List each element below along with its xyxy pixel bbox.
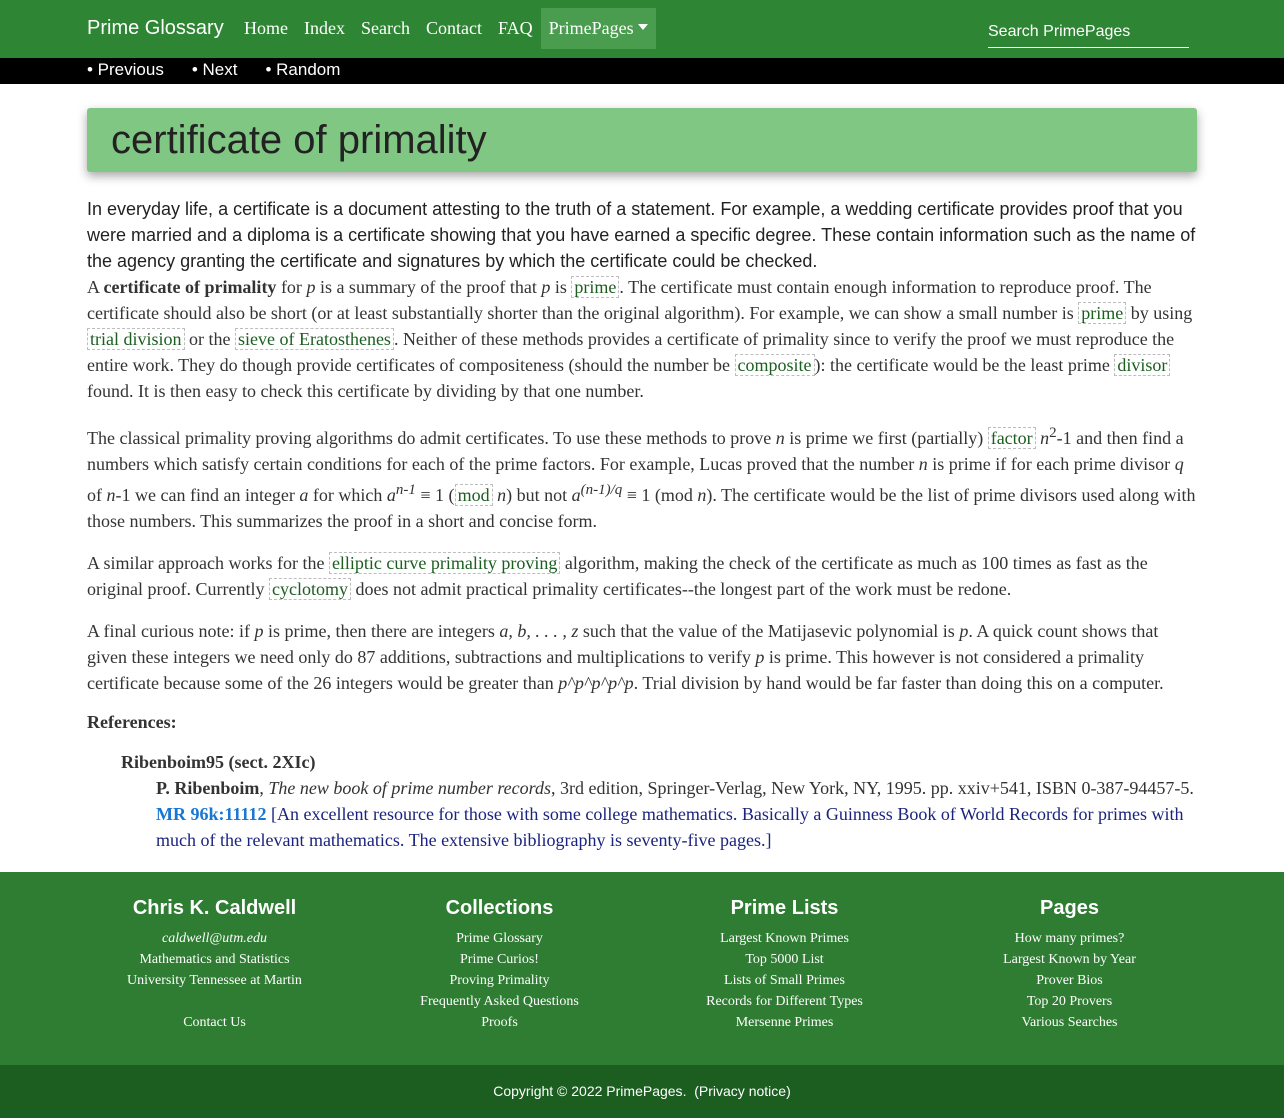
caret-down-icon xyxy=(638,24,648,30)
footer-col-title: Chris K. Caldwell xyxy=(132,897,297,919)
page-title: certificate of primality xyxy=(111,118,487,162)
paragraph-definition: A certificate of primality for p is a summary of the proof that p is prime . The certificate must contain enough information to reproduce proof. The certificate should also be short (or at least substantially shorter than the original algorithm). For example, we can show a small number is prime by using trial division or the sieve of Eratosthenes . Neither of these methods provides a certificate of primality since to verify the proof we must reproduce the entire work. They do though provide certificates of compositeness (should the number be composite ): the certificate would be the least prime divisor found. It is then easy to check this certificate by dividing by that one number. xyxy=(87,277,1193,401)
footer-link[interactable]: Records for Different Types xyxy=(706,994,863,1009)
footer-col-title: Prime Lists xyxy=(730,897,839,919)
paragraph-ecpp: A similar approach works for the elliptic curve primality proving algorithm, making the check of the certificate as much as 100 times as fast as the original proof. Currently cyclotomy does not admit practical primality certificates--the longest part of the work must be redone. xyxy=(87,553,1148,599)
glossary-link-mod[interactable]: mod xyxy=(455,484,493,506)
footer-link[interactable]: Proofs xyxy=(481,1015,518,1030)
defined-term: certificate of primality xyxy=(103,277,277,297)
nav-primepages-dropdown[interactable] xyxy=(541,8,656,49)
site-footer xyxy=(0,872,1284,1065)
glossary-link-composite[interactable]: composite xyxy=(735,354,815,376)
nav-search[interactable]: Search xyxy=(360,18,410,38)
footer-dept: Mathematics and Statistics xyxy=(139,952,290,967)
reference-details: , 3rd edition, Springer-Verlag, New York, NY, 1995. pp. xxiv+541, ISBN 0-387-94457-5. xyxy=(551,778,1194,798)
privacy-notice-link[interactable]: Privacy notice xyxy=(698,1083,787,1099)
paragraph-classical: The classical primality proving algorithms do admit certificates. To use these methods to prove n is prime we first (partially) factor $n^2-1$ and then find a numbers which satisfy certain conditions for each of the prime factors. For example, Lucas proved that the number n is prime if for each prime divisor q of n-1 we can find an integer a for which $a^{n-1} \equiv 1$ ( mod n) but not $a^{(n-1)/q} \equiv 1$ (mod n). The certificate would be the list of prime divisors used along with those numbers. This summarizes the proof in a short and concise form. xyxy=(87,425,1196,531)
footer-col-collections xyxy=(357,898,642,1033)
main-content xyxy=(87,108,1197,853)
footer-link[interactable]: Top 20 Provers xyxy=(1026,994,1113,1009)
glossary-link-ecpp[interactable]: elliptic curve primality proving xyxy=(329,552,560,574)
footer-link[interactable]: Largest Known Primes xyxy=(720,931,849,946)
footer-link[interactable]: Prime Glossary xyxy=(456,931,543,946)
footer-university: University Tennessee at Martin xyxy=(127,973,302,988)
copyright-text: Copyright © 2022 xyxy=(493,1083,607,1099)
footer-email-link[interactable]: caldwell@utm.edu xyxy=(161,931,268,946)
top-navbar xyxy=(0,0,1284,58)
reference-title: The new book of prime number records xyxy=(268,778,551,798)
nav-faq[interactable]: FAQ xyxy=(497,18,533,38)
footer-col-pages xyxy=(927,898,1212,1033)
glossary-link-cyclotomy[interactable]: cyclotomy xyxy=(269,578,351,600)
title-card xyxy=(87,108,1197,172)
footer-link[interactable]: Proving Primality xyxy=(449,973,550,988)
random-link[interactable]: • Random xyxy=(265,60,341,79)
nav-links xyxy=(236,8,656,49)
footer-link[interactable]: Frequently Asked Questions xyxy=(420,994,579,1009)
glossary-link-trial-division[interactable]: trial division xyxy=(87,328,185,350)
footer-link[interactable]: Mersenne Primes xyxy=(735,1015,834,1030)
mr-review-link[interactable]: MR 96k:11112 xyxy=(156,804,267,824)
footer-col-title: Pages xyxy=(1040,897,1099,919)
next-link[interactable]: • Next xyxy=(191,60,238,79)
footer-col-title: Collections xyxy=(445,897,554,919)
intro-paragraph: In everyday life, a certificate is a document attesting to the truth of a statement. For example, a wedding certificate provides proof that you were married and a diploma is a certificate showing that you have earned a specific degree. These contain information such as the name of the agency granting the certificate and signatures by which the certificate could be checked. xyxy=(87,199,1196,271)
footer-col-prime-lists xyxy=(642,898,927,1033)
brand-link[interactable]: Prime Glossary xyxy=(87,17,224,39)
glossary-link-prime[interactable]: prime xyxy=(1078,302,1126,324)
primepages-link[interactable]: PrimePages xyxy=(606,1083,683,1099)
footer-link[interactable]: Largest Known by Year xyxy=(1003,952,1136,967)
copyright-bar: Copyright © 2022 PrimePages. (Privacy notice) xyxy=(0,1065,1284,1118)
previous-link[interactable]: • Previous xyxy=(87,60,164,79)
reference-author: P. Ribenboim xyxy=(156,778,260,798)
reference-body: P. Ribenboim, The new book of prime number records, 3rd edition, Springer-Verlag, New York, NY, 1995. pp. xxiv+541, ISBN 0-387-94457-5. MR 96k:11112 [An excellent resource for those with some college mathematics. Basically a Guinness Book of World Records for primes with much of the relevant mathematics. The extensive bibliography is seventy-five pages.] xyxy=(156,778,1194,850)
footer-link[interactable]: Lists of Small Primes xyxy=(724,973,845,988)
dropdown-label: PrimePages xyxy=(548,18,634,38)
reference-key: Ribenboim95 (sect. 2XIc) xyxy=(121,752,316,772)
footer-link[interactable]: Top 5000 List xyxy=(745,952,824,967)
footer-col-author xyxy=(72,898,357,1033)
glossary-link-divisor[interactable]: divisor xyxy=(1114,354,1170,376)
glossary-link-sieve[interactable]: sieve of Eratosthenes xyxy=(235,328,394,350)
footer-link[interactable]: Various Searches xyxy=(1021,1015,1118,1030)
paragraph-curious-note: A final curious note: if p is prime, then there are integers a, b, . . . , z such that the value of the Matijasevic polynomial is p. A quick count shows that given these integers we need only do 87 additions, subtractions and multiplications to verify p is prime. This however is not considered a primality certificate because some of the 26 integers would be greater than p^p^p^p^p. Trial division by hand would be far faster than doing this on a computer. xyxy=(87,621,1164,693)
glossary-subnav xyxy=(0,58,1284,84)
glossary-link-factor[interactable]: factor xyxy=(988,427,1036,449)
reference-note: [An excellent resource for those with some college mathematics. Basically a Guinness Book of World Records for primes with much of the relevant mathematics. The extensive bibliography is seventy-five pages.] xyxy=(156,804,1184,850)
footer-link[interactable]: Prime Curios! xyxy=(460,952,539,967)
nav-home[interactable]: Home xyxy=(244,18,288,38)
nav-contact[interactable]: Contact xyxy=(425,18,482,38)
glossary-link-prime[interactable]: prime xyxy=(571,276,619,298)
footer-link[interactable]: Prover Bios xyxy=(1036,973,1103,988)
references-heading: References: xyxy=(87,712,177,732)
footer-link[interactable]: How many primes? xyxy=(1014,931,1125,946)
nav-index[interactable]: Index xyxy=(304,18,345,38)
footer-spacer xyxy=(72,991,357,1012)
search-input[interactable] xyxy=(988,16,1189,48)
footer-contact-link[interactable]: Contact Us xyxy=(183,1015,246,1030)
